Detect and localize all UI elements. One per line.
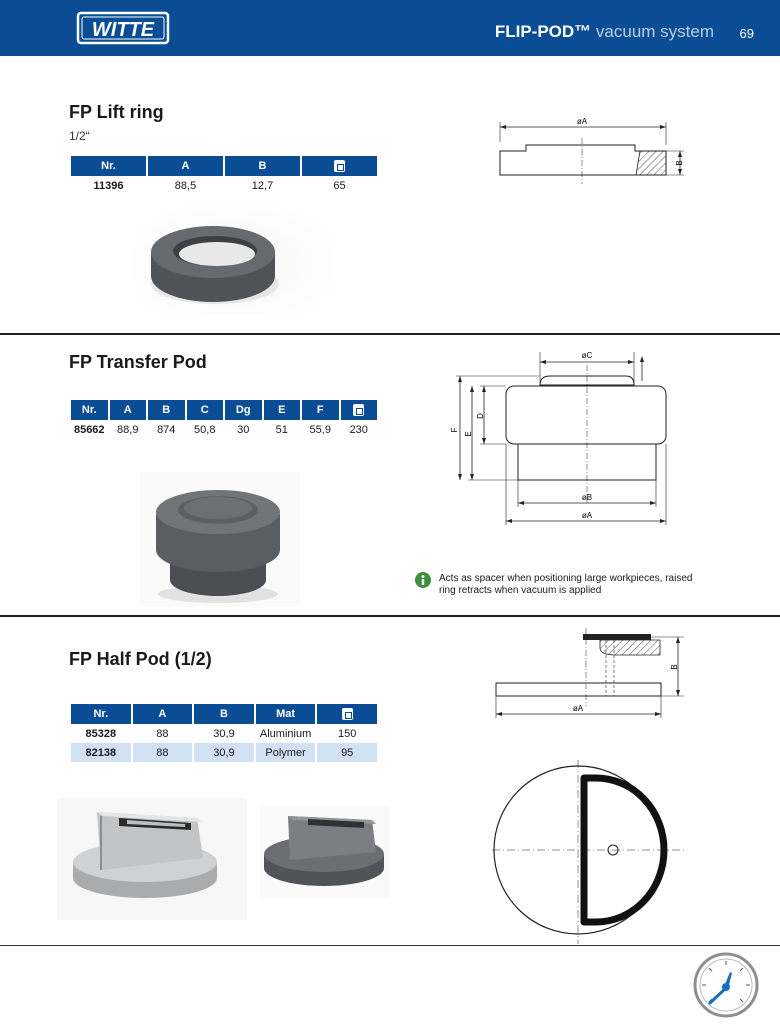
footer-divider (0, 945, 780, 946)
svg-text:B: B (670, 664, 679, 670)
section-divider (0, 615, 780, 617)
transfer-pod-photo (140, 472, 300, 607)
svg-text:øA: øA (572, 704, 584, 713)
section-subtitle-lift-ring: 1/2“ (69, 129, 90, 143)
table-row: 85328 88 30,9 Aluminium 150 (85, 727, 357, 740)
transfer-pod-drawing (440, 345, 675, 530)
witte-logo (76, 11, 170, 45)
section-title-transfer-pod: FP Transfer Pod (69, 352, 207, 372)
section-title-lift-ring: FP Lift ring (69, 102, 164, 122)
half-pod-side-drawing (488, 626, 688, 721)
spec-table-lift-ring (69, 156, 379, 195)
table-header-row: Nr. A B C Dg E F (71, 400, 377, 420)
svg-text:øC: øC (581, 351, 593, 360)
svg-text:D: D (476, 413, 485, 419)
col-a: A (148, 156, 223, 176)
svg-text:øA: øA (581, 511, 593, 520)
spec-table-half-pod (69, 704, 379, 762)
info-icon (415, 572, 431, 588)
lift-ring-photo (135, 204, 330, 314)
svg-text:B: B (675, 160, 684, 166)
catalog-title: FLIP-POD™ vacuum system (494, 22, 714, 41)
page-header (0, 0, 780, 56)
vacuum-gauge-icon (692, 951, 760, 1019)
half-pod-aluminium-photo (57, 798, 247, 920)
section-divider (0, 333, 780, 335)
svg-text:øB: øB (581, 493, 593, 502)
col-b: B (225, 156, 300, 176)
lift-ring-drawing (490, 112, 695, 187)
svg-text:E: E (464, 431, 473, 437)
page-number: 69 (739, 26, 754, 41)
table-row: 82138 88 30,9 Polymer 95 (71, 743, 377, 762)
col-nr: Nr. (71, 156, 146, 176)
col-weight (302, 156, 377, 176)
weight-icon (342, 708, 353, 720)
weight-icon (334, 160, 345, 172)
svg-text:øA: øA (576, 117, 588, 126)
section-title-half-pod: FP Half Pod (1/2) (69, 649, 212, 669)
table-header-row (71, 156, 377, 176)
table-row: 85662 88,9 874 50,8 30 51 55,9 230 (73, 423, 368, 436)
svg-text:WITTE: WITTE (91, 19, 155, 41)
half-pod-top-drawing (488, 760, 688, 946)
weight-icon (353, 404, 364, 416)
spec-table-transfer-pod (69, 400, 379, 439)
table-row: 11396 88,5 12,7 65 (93, 179, 346, 192)
table-header-row: Nr. A B Mat (71, 704, 377, 724)
half-pod-polymer-photo (260, 806, 390, 898)
svg-text:F: F (450, 427, 459, 433)
